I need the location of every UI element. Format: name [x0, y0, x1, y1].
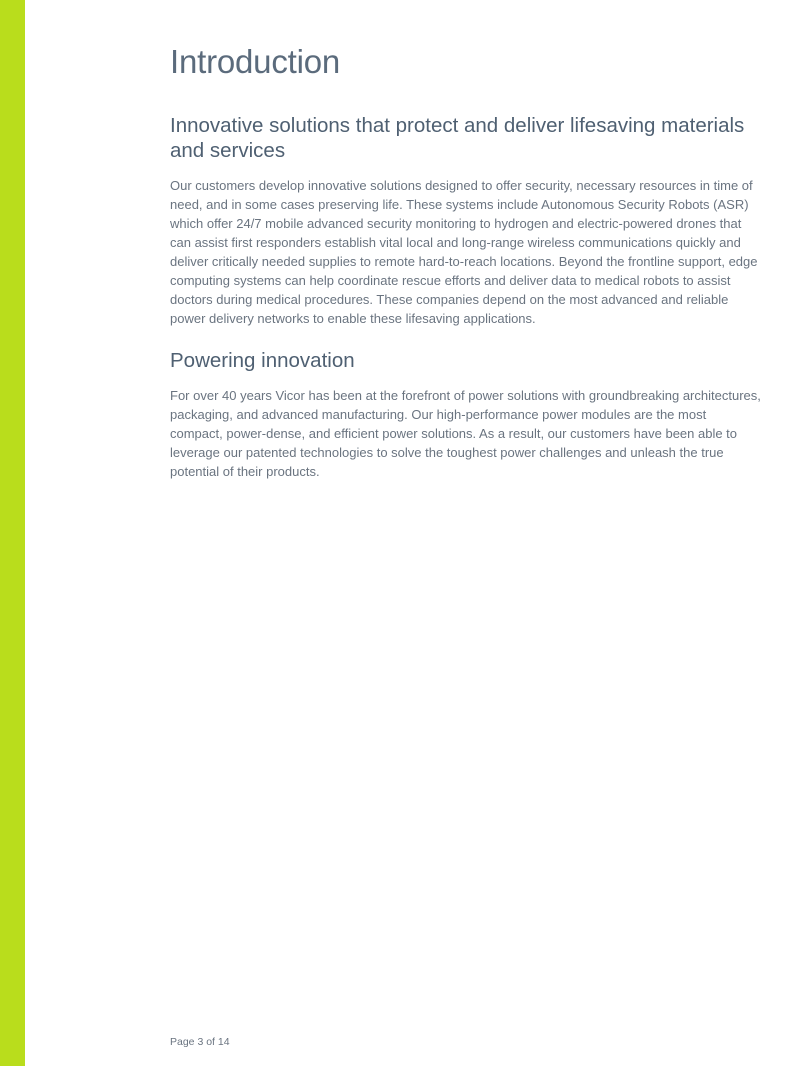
section-heading-powering: Powering innovation [170, 349, 355, 372]
page-title: Introduction [170, 43, 341, 80]
page-number: Page 3 of 14 [170, 1036, 230, 1048]
accent-sidebar [0, 0, 25, 1066]
section-body-solutions: Our customers develop innovative solutions designed to offer security, necessary resources in time of need, and in some cases preserving life. These systems include Autonomous Security Robots (ASR) which offer 24/7 mobile advanced security monitoring to hydrogen and electric-powered drones that can assist first responders establish vital local and long-range wireless communications quickly and deliver critically needed supplies to remote hard-to-reach locations. Beyond the frontline support, edge computing systems can help coordinate rescue efforts and deliver data to medical robots to assist doctors during medical procedures. These companies depend on the most advanced and reliable power delivery networks to enable these lifesaving applications. [170, 178, 758, 326]
section-body-powering: For over 40 years Vicor has been at the forefront of power solutions with groundbreaking architectures, packaging, and advanced manufacturing. Our high-performance power modules are the most compact, power-dense, and efficient power solutions. As a result, our customers have been able to leverage our patented technologies to solve the toughest power challenges and unleash the true potential of their products. [170, 388, 761, 479]
section-heading-solutions: Innovative solutions that protect and deliver lifesaving materials and services [170, 114, 745, 162]
